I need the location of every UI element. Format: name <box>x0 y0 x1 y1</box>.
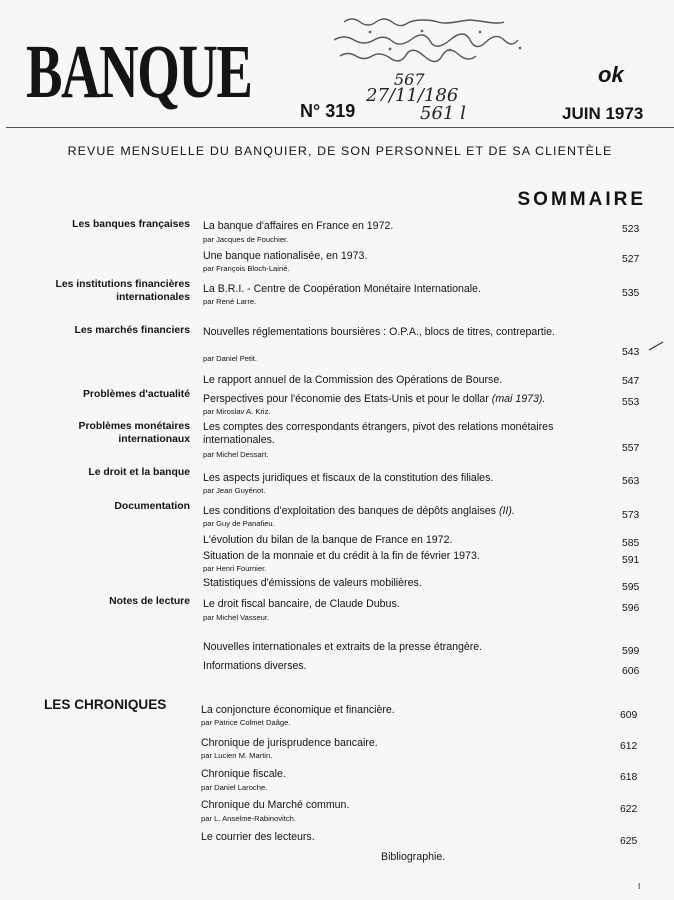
toc-entry-title: Informations diverses. <box>203 660 307 672</box>
library-stamp <box>330 12 566 68</box>
toc-entry-page: 596 <box>622 603 640 614</box>
toc-entry-title <box>203 505 623 518</box>
toc-entry-page: 585 <box>622 538 640 549</box>
toc-entry-author: par Daniel Petit. <box>203 354 258 363</box>
ok-annotation: ok <box>598 62 624 87</box>
toc-entry-page: 573 <box>622 510 640 521</box>
toc-entry-page: 535 <box>622 288 640 299</box>
toc-entry-page: 595 <box>622 582 640 593</box>
toc-entry-title: La banque d'affaires en France en 1972. <box>203 220 394 232</box>
toc-entry-page: 563 <box>622 476 640 487</box>
toc-entry-author: par Michel Vasseur. <box>203 613 270 622</box>
section-problemes-monetaires: Problèmes monétaires internationaux <box>78 421 190 445</box>
section-problemes-actualite: Problèmes d'actualité <box>83 389 190 400</box>
toc-entry-page: 553 <box>622 397 640 408</box>
section-marches-financiers: Les marchés financiers <box>74 325 190 336</box>
chronique-page: 612 <box>620 741 638 752</box>
issue-number: N° 319 <box>300 101 356 121</box>
chronique-page: 618 <box>620 772 638 783</box>
toc-entry-page: 557 <box>622 443 640 454</box>
section-institutions-financieres: Les institutions financières internationales <box>55 279 190 303</box>
toc-entry-title: La B.R.I. - Centre de Coopération Monétaire Internationale. <box>203 283 481 295</box>
toc-entry-page: 527 <box>622 254 640 265</box>
toc-entry-title <box>203 393 623 406</box>
toc-entry-title: Une banque nationalisée, en 1973. <box>203 250 368 262</box>
toc-entry-author: par Jacques de Fouchier. <box>203 235 289 244</box>
toc-entry-author: par Michel Dessart. <box>203 450 269 459</box>
toc-entry-author: par François Bloch-Lainé. <box>203 264 290 273</box>
chronique-author: par Lucien M. Martin. <box>201 751 273 760</box>
chronique-title: Chronique du Marché commun. <box>201 799 350 811</box>
issue-date: JUIN 1973 <box>562 104 644 123</box>
toc-entry-note: (II). <box>498 505 515 517</box>
chronique-title: Chronique de jurisprudence bancaire. <box>201 737 378 749</box>
toc-entry-title: Le droit fiscal bancaire, de Claude Dubus. <box>203 598 400 610</box>
section-banques-francaises: Les banques françaises <box>72 219 190 230</box>
toc-entry-page: 547 <box>622 376 640 387</box>
chronique-title: La conjoncture économique et financière. <box>201 704 395 716</box>
chronique-author: par Daniel Laroche. <box>201 783 268 792</box>
chronique-author: par L. Anselme-Rabinovitch. <box>201 814 296 823</box>
toc-entry-title: Nouvelles réglementations boursières : O.P.A., blocs de titres, contrepartie. <box>203 326 555 338</box>
section-documentation: Documentation <box>114 501 190 512</box>
toc-entry-author: par René Larre. <box>203 297 257 306</box>
toc-entry-author: par Guy de Panafieu. <box>203 519 275 528</box>
toc-entry-author: par Henri Fournier. <box>203 564 267 573</box>
masthead-title: BANQUE <box>26 30 252 114</box>
chronique-author: par Patrice Colmet Daâge. <box>201 718 291 727</box>
handwritten-date: 27/11/186 <box>366 85 459 106</box>
pencil-tick-mark <box>648 340 664 352</box>
chronique-title: Le courrier des lecteurs. <box>201 831 315 843</box>
toc-entry-title: Les aspects juridiques et fiscaux de la constitution des filiales. <box>203 472 494 484</box>
toc-entry-title-text: Perspectives pour l'économie des Etats-Unis et pour le dollar <box>203 393 489 405</box>
toc-entry-title: Nouvelles internationales et extraits de la presse étrangère. <box>203 641 483 653</box>
toc-entry-page: 543 <box>622 347 640 358</box>
toc-entry-page: 523 <box>622 224 640 235</box>
toc-entry-title: L'évolution du bilan de la banque de France en 1972. <box>203 534 453 546</box>
toc-heading: SOMMAIRE <box>517 189 646 210</box>
toc-entry-title: Situation de la monnaie et du crédit à la fin de février 1973. <box>203 550 480 562</box>
toc-entry-author: par Jean Guyénot. <box>203 486 266 495</box>
toc-entry-title: Les comptes des correspondants étrangers, pivot des relations monétaires internationales. <box>203 421 554 446</box>
section-notes-lecture: Notes de lecture <box>109 596 190 607</box>
section-droit-banque: Le droit et la banque <box>88 467 190 478</box>
masthead-subtitle: REVUE MENSUELLE DU BANQUIER, DE SON PERSONNEL ET DE SA CLIENTÈLE <box>67 144 613 158</box>
bibliography-label: Bibliographie. <box>381 851 446 863</box>
masthead-rule <box>6 127 674 128</box>
chronique-page: 625 <box>620 836 638 847</box>
toc-entry-title: Le rapport annuel de la Commission des Opérations de Bourse. <box>203 374 503 386</box>
toc-entry-page: 591 <box>622 555 640 566</box>
chronique-page: 622 <box>620 804 638 815</box>
toc-entry-page: 606 <box>622 666 640 677</box>
folio: I <box>638 882 641 891</box>
chronique-title: Chronique fiscale. <box>201 768 286 780</box>
handwritten-number: 567 <box>394 70 425 89</box>
toc-entry-title-text: Les conditions d'exploitation des banques de dépôts anglaises <box>203 505 496 517</box>
toc-entry-note: (mai 1973). <box>491 393 546 405</box>
toc-entry-page: 599 <box>622 646 640 657</box>
handwritten-code: 561 l <box>420 103 466 124</box>
toc-entry-author: par Miroslav A. Kriz. <box>203 407 271 416</box>
chroniques-heading: LES CHRONIQUES <box>44 697 167 712</box>
toc-entry-title: Statistiques d'émissions de valeurs mobilières. <box>203 577 422 589</box>
chronique-page: 609 <box>620 710 638 721</box>
